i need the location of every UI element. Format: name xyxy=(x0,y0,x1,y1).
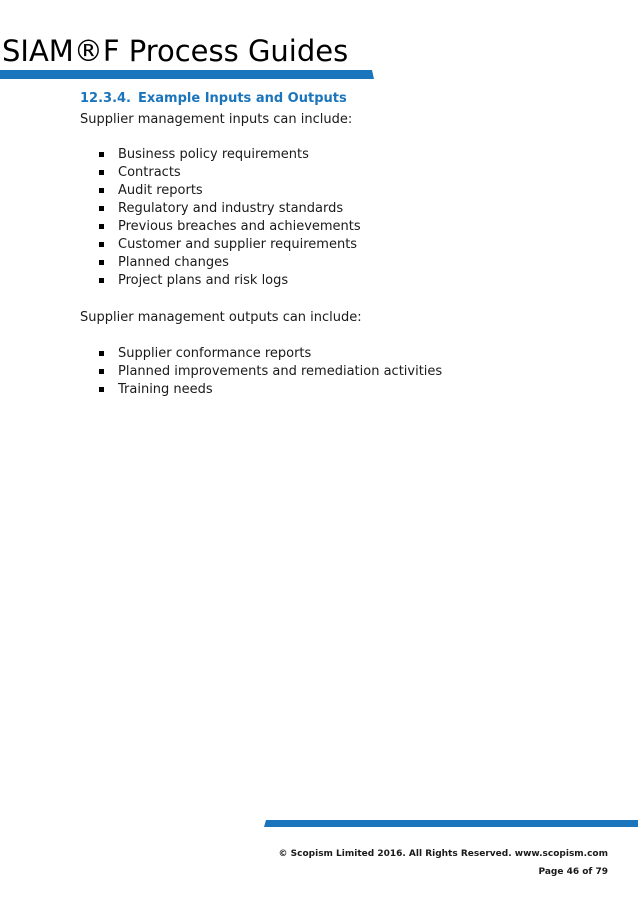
list-item xyxy=(98,164,361,182)
inputs-list xyxy=(98,146,361,290)
list-item-text: Previous breaches and achievements xyxy=(118,219,361,234)
bullet-square-icon xyxy=(99,188,104,193)
list-item-text: Customer and supplier requirements xyxy=(118,237,358,252)
list-item-text: Planned improvements and remediation activities xyxy=(118,364,443,379)
bullet-square-icon xyxy=(99,387,104,392)
list-item xyxy=(98,146,361,164)
list-item xyxy=(98,182,361,200)
bullet-square-icon xyxy=(99,242,104,247)
list-item xyxy=(98,254,361,272)
bullet-square-icon xyxy=(99,224,104,229)
list-item-text: Audit reports xyxy=(118,183,203,198)
list-item-text: Contracts xyxy=(118,165,181,180)
list-item xyxy=(98,236,361,254)
section-title: Example Inputs and Outputs xyxy=(138,91,347,106)
list-item xyxy=(98,272,361,290)
list-item-text: Business policy requirements xyxy=(118,147,309,162)
bullet-square-icon xyxy=(99,170,104,175)
footer-accent-bar xyxy=(264,820,638,827)
list-item-text: Planned changes xyxy=(118,255,229,270)
list-item-text: Supplier conformance reports xyxy=(118,346,312,361)
outputs-list xyxy=(98,345,442,399)
section-heading xyxy=(80,91,347,106)
bullet-square-icon xyxy=(99,260,104,265)
page-number: Page 46 of 79 xyxy=(538,867,608,877)
list-item xyxy=(98,345,442,363)
list-item-text: Regulatory and industry standards xyxy=(118,201,344,216)
bullet-square-icon xyxy=(99,369,104,374)
document-title: SIAM®F Process Guides xyxy=(2,34,349,68)
bullet-square-icon xyxy=(99,351,104,356)
bullet-square-icon xyxy=(99,206,104,211)
bullet-square-icon xyxy=(99,152,104,157)
list-item xyxy=(98,200,361,218)
list-item xyxy=(98,218,361,236)
bullet-square-icon xyxy=(99,278,104,283)
section-number: 12.3.4. xyxy=(80,91,131,106)
list-item-text: Project plans and risk logs xyxy=(118,273,289,288)
list-item xyxy=(98,363,442,381)
header-accent-bar xyxy=(0,70,374,79)
list-item-text: Training needs xyxy=(118,382,213,397)
list-item xyxy=(98,381,442,399)
outputs-intro: Supplier management outputs can include: xyxy=(80,310,362,325)
inputs-intro: Supplier management inputs can include: xyxy=(80,112,353,127)
footer-copyright: © Scopism Limited 2016. All Rights Reserved. www.scopism.com xyxy=(278,849,608,859)
